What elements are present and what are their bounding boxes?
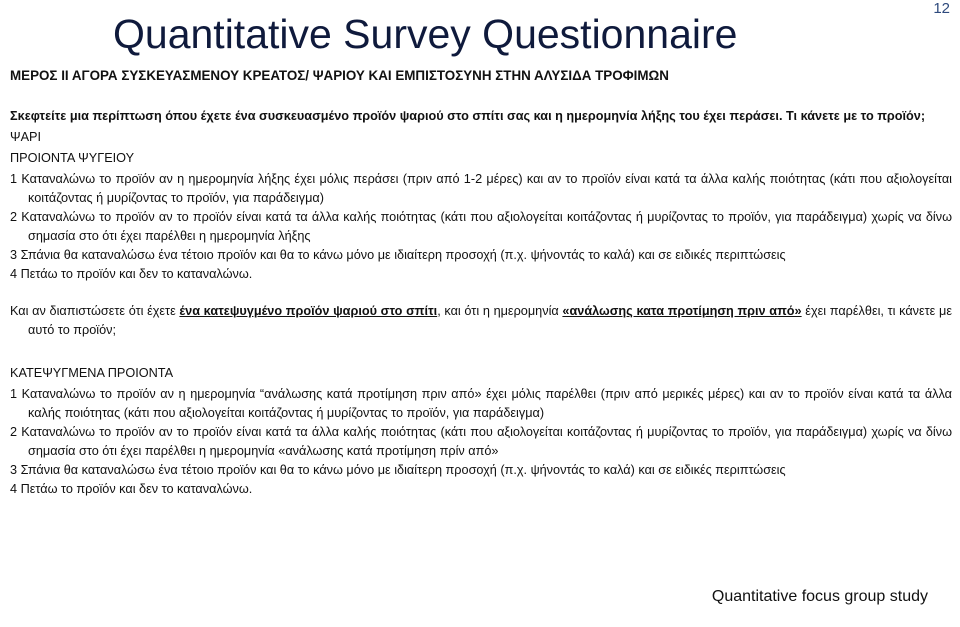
q2-part2: , και ότι η ημερομηνία xyxy=(437,304,563,318)
page-number: 12 xyxy=(933,0,950,17)
q1-option-1: 1 Καταναλώνω το προϊόν αν η ημερομηνία λήξης έχει μόλις περάσει (πριν από 1-2 μέρες) και αν το προϊόν είναι κατά τα άλλα καλής ποιότητας (κάτι που αξιολογείται κοιτάζοντας ή μυρίζοντας το προϊόν, για παράδειγμα) xyxy=(10,172,952,205)
section-heading: ΜΕΡΟΣ ΙΙ ΑΓΟΡΑ ΣΥΣΚΕΥΑΣΜΕΝΟΥ ΚΡΕΑΤΟΣ/ ΨΑΡΙΟΥ ΚΑΙ ΕΜΠΙΣΤΟΣΥΝΗ ΣΤΗΝ ΑΛΥΣΙΔΑ ΤΡΟΦΙΜΩΝ xyxy=(10,68,669,83)
question-1-text: Σκεφτείτε μια περίπτωση όπου έχετε ένα συσκευασμένο προϊόν ψαριού στο σπίτι σας και η ημερομηνία λήξης του έχει περάσει. Τι κάνετε με το προϊόν; xyxy=(10,109,926,123)
q2-underlined-1: ένα κατεψυγμένο προϊόν ψαριού στο σπίτι xyxy=(179,304,438,318)
questionnaire-content xyxy=(10,107,952,499)
label-frozen-products: ΚΑΤΕΨΥΓΜΕΝΑ ΠΡΟΙΟΝΤΑ xyxy=(10,366,174,380)
q2-option-1: 1 Καταναλώνω το προϊόν αν η ημερομηνία “ανάλωσης κατά προτίμηση πριν από» έχει μόλις παρέλθει (πριν από μερικές μέρες) και αν το προϊόν είναι κατά τα άλλα καλής ποιότητας (κάτι που αξιολογείται κοιτάζοντας ή μυρίζοντας το προϊόν, για παράδειγμα) xyxy=(10,387,952,420)
question-2-text xyxy=(10,302,952,340)
q2-part3: έχει παρέλθει, τι κάνετε με αυτό το προϊόν; xyxy=(28,304,952,337)
footer-study-name: Quantitative focus group study xyxy=(711,588,928,605)
label-fish: ΨΑΡΙ xyxy=(10,130,42,144)
q2-option-2: 2 Καταναλώνω το προϊόν αν το προϊόν είναι κατά τα άλλα καλής ποιότητας (κάτι που αξιολογείται κοιτάζοντας ή μυρίζοντας το προϊόν, για παράδειγμα) χωρίς να δίνω σημασία στο ότι έχει παρέλθει η ημερομηνία «ανάλωσης κατά προτίμηση πρίν από» xyxy=(10,425,952,458)
q1-option-4: 4 Πετάω το προϊόν και δεν το καταναλώνω. xyxy=(10,267,253,281)
label-fridge-products: ΠΡΟΙΟΝΤΑ ΨΥΓΕΙΟΥ xyxy=(10,151,135,165)
q2-underlined-2: «ανάλωσης κατα προτίμηση πριν από» xyxy=(562,304,802,318)
q1-option-3: 3 Σπάνια θα καταναλώσω ένα τέτοιο προϊόν και θα το κάνω μόνο με ιδιαίτερη προσοχή (π.χ. ψήνοντάς το καλά) και σε ειδικές περιπτώσεις xyxy=(10,248,786,262)
q2-option-4: 4 Πετάω το προϊόν και δεν το καταναλώνω. xyxy=(10,482,253,496)
page-title: Quantitative Survey Questionnaire xyxy=(113,11,738,57)
q1-option-2: 2 Καταναλώνω το προϊόν αν το προϊόν είναι κατά τα άλλα καλής ποιότητας (κάτι που αξιολογείται κοιτάζοντας ή μυρίζοντας το προϊόν, για παράδειγμα) χωρίς να δίνω σημασία στο ότι έχει παρέλθει η ημερομηνία λήξης xyxy=(10,210,952,243)
q2-option-3: 3 Σπάνια θα καταναλώσω ένα τέτοιο προϊόν και θα το κάνω μόνο με ιδιαίτερη προσοχή (π.χ. ψήνοντάς το καλά) και σε ειδικές περιπτώσεις xyxy=(10,463,786,477)
q2-part1: Και αν διαπιστώσετε ότι έχετε xyxy=(10,304,180,318)
